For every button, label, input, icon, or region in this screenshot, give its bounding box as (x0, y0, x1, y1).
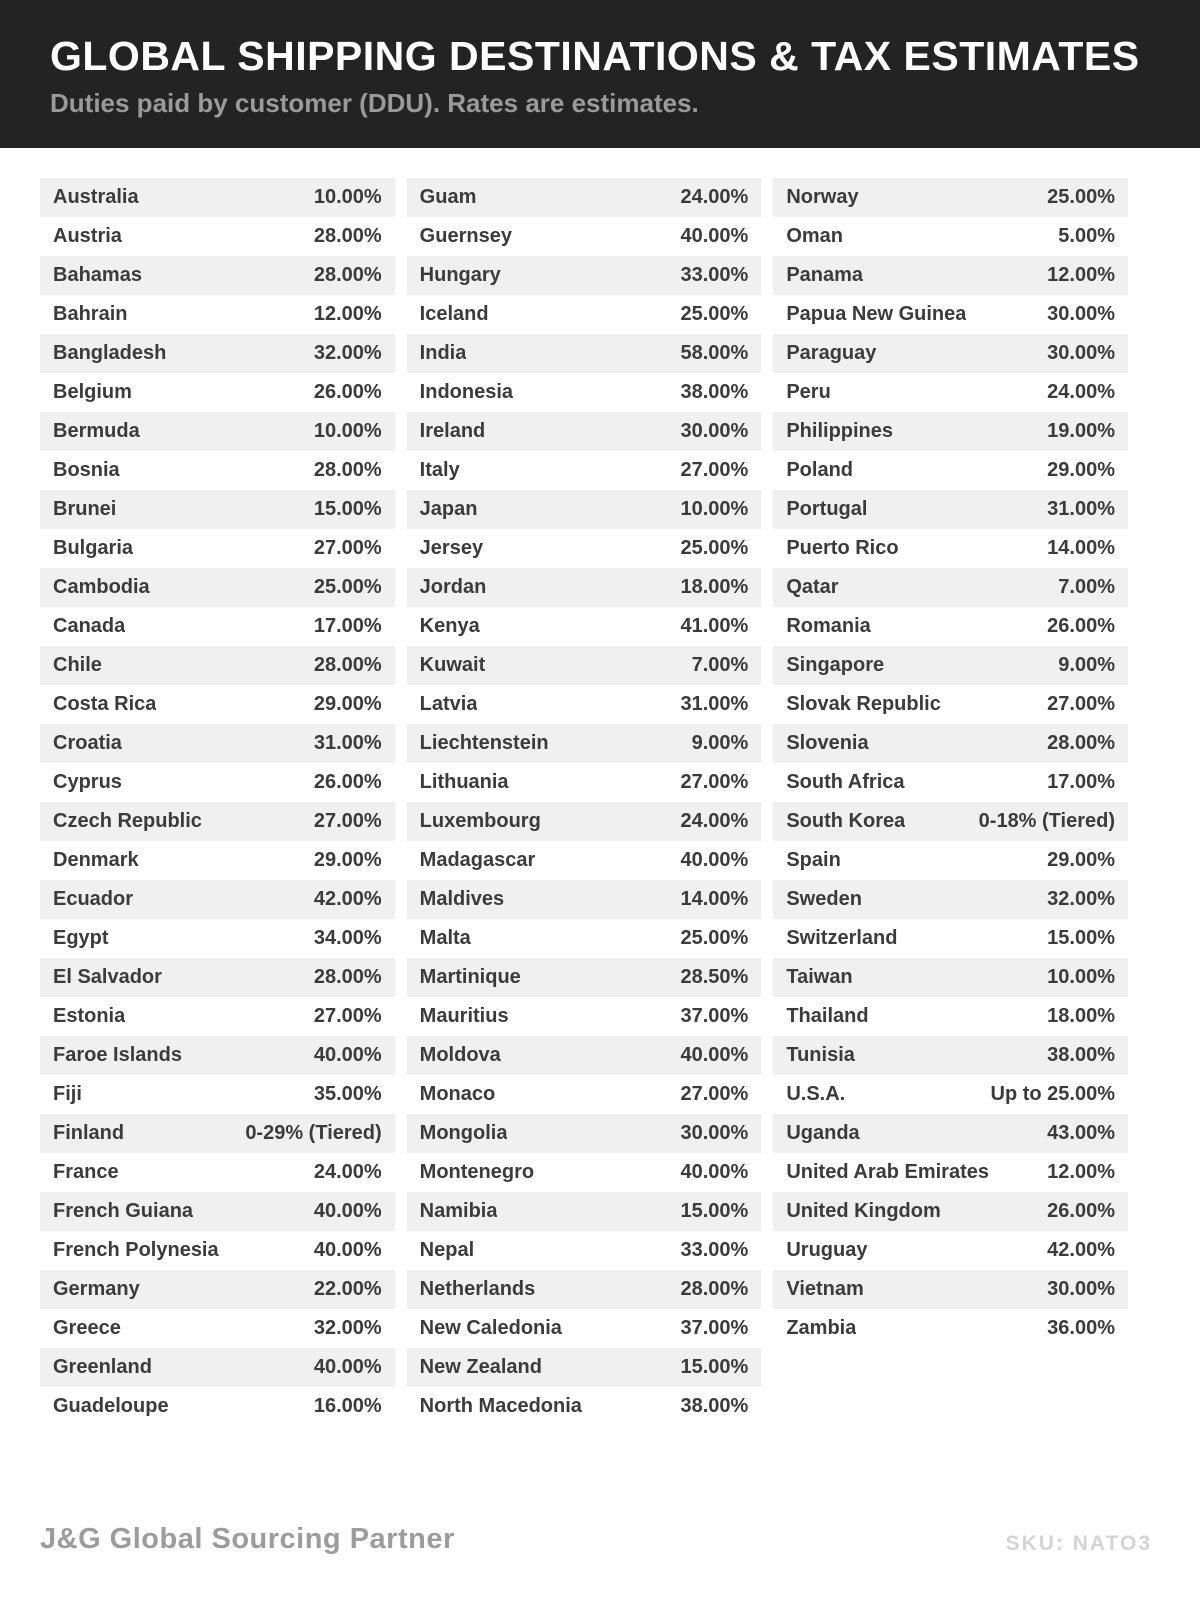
country-label: Norway (786, 186, 859, 208)
rate-value: 7.00% (1058, 576, 1116, 598)
table-row (773, 1036, 1128, 1075)
rate-value: 15.00% (313, 498, 382, 520)
table-row (40, 685, 395, 724)
rate-value: 27.00% (680, 1083, 749, 1105)
country-label: Guernsey (419, 225, 512, 247)
table-row (407, 607, 762, 646)
table-row (40, 1075, 395, 1114)
country-label: Uruguay (786, 1239, 868, 1261)
table-row (773, 373, 1128, 412)
rate-value: 30.00% (680, 420, 749, 442)
table-row (40, 490, 395, 529)
rate-value: 28.00% (1047, 732, 1116, 754)
country-label: Zambia (786, 1317, 857, 1339)
table-row (773, 958, 1128, 997)
rate-value: 18.00% (1047, 1005, 1116, 1027)
table-row (407, 802, 762, 841)
rate-value: 19.00% (1047, 420, 1116, 442)
country-label: U.S.A. (786, 1083, 846, 1105)
rate-value: 28.00% (313, 459, 382, 481)
page-header (0, 0, 1200, 148)
table-row (773, 997, 1128, 1036)
rate-value: 36.00% (1047, 1317, 1116, 1339)
country-label: Egypt (53, 927, 109, 949)
rate-value: 33.00% (680, 1239, 749, 1261)
table-row (407, 724, 762, 763)
table-row (773, 1192, 1128, 1231)
rate-value: 42.00% (313, 888, 382, 910)
country-label: Bahamas (53, 264, 142, 286)
table-row (40, 958, 395, 997)
table-row (407, 373, 762, 412)
rate-value: 27.00% (680, 771, 749, 793)
country-label: Mauritius (419, 1005, 509, 1027)
page-footer (40, 1523, 1152, 1556)
country-label: Netherlands (419, 1278, 536, 1300)
table-row (407, 1153, 762, 1192)
rate-value: 40.00% (680, 1161, 749, 1183)
rate-tables (0, 148, 1200, 1426)
country-label: Australia (53, 186, 139, 208)
rate-value: 31.00% (313, 732, 382, 754)
table-row (407, 490, 762, 529)
country-label: Jersey (419, 537, 484, 559)
country-label: South Korea (786, 810, 906, 832)
rate-value: 14.00% (680, 888, 749, 910)
table-row (773, 685, 1128, 724)
rate-value: 40.00% (680, 1044, 749, 1066)
table-row (40, 217, 395, 256)
rate-value: 30.00% (680, 1122, 749, 1144)
table-row (407, 646, 762, 685)
rate-value: 5.00% (1058, 225, 1116, 247)
table-row (40, 841, 395, 880)
table-row (407, 256, 762, 295)
country-label: Mongolia (419, 1122, 508, 1144)
rate-value: 27.00% (313, 537, 382, 559)
country-label: Jordan (419, 576, 487, 598)
country-label: Faroe Islands (53, 1044, 182, 1066)
country-label: Kuwait (419, 654, 486, 676)
rate-value: 30.00% (1047, 342, 1116, 364)
rate-value: 32.00% (313, 1317, 382, 1339)
table-row (773, 646, 1128, 685)
table-row (40, 373, 395, 412)
table-row (40, 334, 395, 373)
country-label: New Caledonia (419, 1317, 562, 1339)
country-label: Slovenia (786, 732, 869, 754)
country-label: Bermuda (53, 420, 140, 442)
table-row (773, 568, 1128, 607)
table-row (40, 256, 395, 295)
rate-value: 27.00% (1047, 693, 1116, 715)
country-label: Monaco (419, 1083, 496, 1105)
rate-table-column-3 (773, 178, 1128, 1348)
rate-value: 22.00% (313, 1278, 382, 1300)
table-row (773, 334, 1128, 373)
country-label: Estonia (53, 1005, 126, 1027)
rate-value: 34.00% (313, 927, 382, 949)
country-label: India (419, 342, 467, 364)
rate-value: 33.00% (680, 264, 749, 286)
table-row (407, 1114, 762, 1153)
rate-value: 28.00% (313, 264, 382, 286)
rate-table-column-1 (40, 178, 395, 1426)
country-label: Philippines (786, 420, 894, 442)
country-label: Bangladesh (53, 342, 167, 364)
country-label: Oman (786, 225, 844, 247)
rate-value: 7.00% (691, 654, 749, 676)
table-row (773, 1270, 1128, 1309)
country-label: Czech Republic (53, 810, 202, 832)
country-label: Cyprus (53, 771, 122, 793)
country-label: Nepal (419, 1239, 475, 1261)
country-label: North Macedonia (419, 1395, 582, 1417)
table-row (773, 1153, 1128, 1192)
table-row (773, 217, 1128, 256)
country-label: United Arab Emirates (786, 1161, 989, 1183)
table-row (407, 1270, 762, 1309)
table-row (773, 607, 1128, 646)
rate-value: 29.00% (1047, 849, 1116, 871)
country-label: Denmark (53, 849, 139, 871)
country-label: Indonesia (419, 381, 514, 403)
rate-value: 58.00% (680, 342, 749, 364)
table-row (773, 1114, 1128, 1153)
country-label: Qatar (786, 576, 839, 598)
country-label: Chile (53, 654, 102, 676)
country-label: Latvia (419, 693, 478, 715)
country-label: Spain (786, 849, 841, 871)
table-row (407, 529, 762, 568)
country-label: Austria (53, 225, 122, 247)
table-row (40, 1153, 395, 1192)
rate-value: 29.00% (1047, 459, 1116, 481)
rate-value: 25.00% (680, 927, 749, 949)
rate-value: 15.00% (680, 1200, 749, 1222)
rate-value: 40.00% (313, 1200, 382, 1222)
country-label: French Polynesia (53, 1239, 219, 1261)
rate-value: 30.00% (1047, 1278, 1116, 1300)
rate-value: 9.00% (691, 732, 749, 754)
table-row (773, 178, 1128, 217)
country-label: Hungary (419, 264, 501, 286)
rate-value: 40.00% (313, 1356, 382, 1378)
table-row (407, 334, 762, 373)
table-row (40, 295, 395, 334)
rate-value: 27.00% (313, 1005, 382, 1027)
rate-value: 24.00% (680, 810, 749, 832)
page-subtitle: Duties paid by customer (DDU). Rates are estimates. (50, 88, 699, 119)
country-label: Madagascar (419, 849, 536, 871)
country-label: Canada (53, 615, 126, 637)
rate-value: 27.00% (680, 459, 749, 481)
table-row (407, 412, 762, 451)
table-row (40, 763, 395, 802)
table-row (407, 958, 762, 997)
country-label: South Africa (786, 771, 905, 793)
rate-value: 15.00% (1047, 927, 1116, 949)
table-row (773, 295, 1128, 334)
country-label: Lithuania (419, 771, 509, 793)
rate-value: 38.00% (1047, 1044, 1116, 1066)
table-row (40, 451, 395, 490)
rate-value: 28.00% (680, 1278, 749, 1300)
rate-value: 27.00% (313, 810, 382, 832)
rate-value: 12.00% (313, 303, 382, 325)
table-row (40, 1270, 395, 1309)
country-label: Taiwan (786, 966, 853, 988)
table-row (407, 178, 762, 217)
country-label: Guam (419, 186, 477, 208)
country-label: United Kingdom (786, 1200, 941, 1222)
rate-value: 25.00% (313, 576, 382, 598)
country-label: Romania (786, 615, 871, 637)
table-row (407, 1036, 762, 1075)
country-label: Brunei (53, 498, 117, 520)
rate-value: 31.00% (680, 693, 749, 715)
country-label: Cambodia (53, 576, 150, 598)
table-row (40, 802, 395, 841)
country-label: Maldives (419, 888, 505, 910)
country-label: El Salvador (53, 966, 162, 988)
country-label: Bosnia (53, 459, 120, 481)
rate-value: 37.00% (680, 1005, 749, 1027)
rate-value: 43.00% (1047, 1122, 1116, 1144)
table-row (407, 1192, 762, 1231)
rate-value: 0-29% (Tiered) (245, 1122, 382, 1144)
table-row (407, 568, 762, 607)
table-row (407, 1348, 762, 1387)
country-label: Kenya (419, 615, 480, 637)
country-label: Bulgaria (53, 537, 134, 559)
table-row (407, 1231, 762, 1270)
rate-value: 12.00% (1047, 1161, 1116, 1183)
country-label: Switzerland (786, 927, 898, 949)
table-row (40, 919, 395, 958)
table-row (407, 295, 762, 334)
country-label: Costa Rica (53, 693, 157, 715)
rate-value: 24.00% (1047, 381, 1116, 403)
country-label: Bahrain (53, 303, 128, 325)
country-label: Namibia (419, 1200, 498, 1222)
rate-value: 24.00% (680, 186, 749, 208)
rate-value: 40.00% (313, 1239, 382, 1261)
table-row (773, 1309, 1128, 1348)
table-row (773, 841, 1128, 880)
country-label: Slovak Republic (786, 693, 941, 715)
table-row (407, 997, 762, 1036)
rate-value: 37.00% (680, 1317, 749, 1339)
country-label: Germany (53, 1278, 140, 1300)
country-label: Portugal (786, 498, 868, 520)
country-label: Japan (419, 498, 478, 520)
table-row (40, 997, 395, 1036)
table-row (407, 217, 762, 256)
table-row (40, 568, 395, 607)
rate-value: 14.00% (1047, 537, 1116, 559)
rate-value: 10.00% (1047, 966, 1116, 988)
rate-value: 38.00% (680, 381, 749, 403)
table-row (40, 1231, 395, 1270)
table-row (40, 1387, 395, 1426)
rate-value: 17.00% (313, 615, 382, 637)
rate-value: 24.00% (313, 1161, 382, 1183)
table-row (773, 1231, 1128, 1270)
rate-value: 30.00% (1047, 303, 1116, 325)
table-row (40, 1348, 395, 1387)
table-row (40, 178, 395, 217)
country-label: Malta (419, 927, 471, 949)
rate-value: 18.00% (680, 576, 749, 598)
rate-value: 26.00% (1047, 1200, 1116, 1222)
rate-value: 32.00% (1047, 888, 1116, 910)
table-row (40, 646, 395, 685)
country-label: Vietnam (786, 1278, 864, 1300)
rate-value: 25.00% (1047, 186, 1116, 208)
country-label: Poland (786, 459, 854, 481)
country-label: Panama (786, 264, 864, 286)
rate-value: 28.00% (313, 225, 382, 247)
table-row (407, 685, 762, 724)
rate-value: 38.00% (680, 1395, 749, 1417)
rate-value: 17.00% (1047, 771, 1116, 793)
table-row (407, 763, 762, 802)
rate-value: 28.00% (313, 966, 382, 988)
rate-value: 42.00% (1047, 1239, 1116, 1261)
country-label: Liechtenstein (419, 732, 549, 754)
rate-value: 26.00% (313, 771, 382, 793)
table-row (40, 1309, 395, 1348)
country-label: Greece (53, 1317, 121, 1339)
rate-value: 28.50% (680, 966, 749, 988)
rate-value: 31.00% (1047, 498, 1116, 520)
country-label: Moldova (419, 1044, 501, 1066)
table-row (407, 1387, 762, 1426)
brand-name: J&G Global Sourcing Partner (40, 1523, 455, 1555)
rate-value: 32.00% (313, 342, 382, 364)
country-label: Peru (786, 381, 831, 403)
rate-value: 29.00% (313, 693, 382, 715)
country-label: Finland (53, 1122, 125, 1144)
country-label: Ecuador (53, 888, 134, 910)
country-label: France (53, 1161, 119, 1183)
table-row (773, 880, 1128, 919)
country-label: Italy (419, 459, 460, 481)
country-label: Guadeloupe (53, 1395, 169, 1417)
table-row (773, 1075, 1128, 1114)
country-label: Iceland (419, 303, 489, 325)
table-row (40, 1192, 395, 1231)
rate-value: 10.00% (313, 420, 382, 442)
rate-value: 15.00% (680, 1356, 749, 1378)
table-row (407, 841, 762, 880)
table-row (40, 724, 395, 763)
rate-value: 10.00% (680, 498, 749, 520)
table-row (407, 451, 762, 490)
sku-label: SKU: NATO3 (1005, 1532, 1152, 1555)
country-label: Greenland (53, 1356, 152, 1378)
rate-value: 40.00% (313, 1044, 382, 1066)
table-row (773, 451, 1128, 490)
rate-value: 40.00% (680, 225, 749, 247)
country-label: Tunisia (786, 1044, 855, 1066)
table-row (773, 802, 1128, 841)
table-row (407, 880, 762, 919)
rate-value: 41.00% (680, 615, 749, 637)
rate-value: 12.00% (1047, 264, 1116, 286)
country-label: New Zealand (419, 1356, 542, 1378)
table-row (40, 1036, 395, 1075)
country-label: Luxembourg (419, 810, 541, 832)
country-label: Puerto Rico (786, 537, 899, 559)
table-row (773, 529, 1128, 568)
rate-value: 9.00% (1058, 654, 1116, 676)
rate-value: 25.00% (680, 537, 749, 559)
table-row (773, 919, 1128, 958)
rate-value: 29.00% (313, 849, 382, 871)
country-label: Singapore (786, 654, 885, 676)
rate-value: 16.00% (313, 1395, 382, 1417)
rate-value: 10.00% (313, 186, 382, 208)
table-row (773, 256, 1128, 295)
country-label: Paraguay (786, 342, 877, 364)
page-title: GLOBAL SHIPPING DESTINATIONS & TAX ESTIMATES (50, 33, 1140, 79)
country-label: Montenegro (419, 1161, 535, 1183)
rate-value: 0-18% (Tiered) (978, 810, 1116, 832)
table-row (407, 1075, 762, 1114)
table-row (40, 607, 395, 646)
country-label: French Guiana (53, 1200, 194, 1222)
country-label: Ireland (419, 420, 486, 442)
country-label: Belgium (53, 381, 132, 403)
rate-table-column-2 (407, 178, 762, 1426)
table-row (773, 763, 1128, 802)
rate-value: 25.00% (680, 303, 749, 325)
rate-value: 28.00% (313, 654, 382, 676)
table-row (40, 1114, 395, 1153)
country-label: Martinique (419, 966, 521, 988)
country-label: Sweden (786, 888, 862, 910)
rate-value: Up to 25.00% (990, 1083, 1116, 1105)
country-label: Papua New Guinea (786, 303, 967, 325)
country-label: Thailand (786, 1005, 869, 1027)
rate-value: 26.00% (1047, 615, 1116, 637)
country-label: Croatia (53, 732, 122, 754)
table-row (40, 529, 395, 568)
rate-value: 40.00% (680, 849, 749, 871)
table-row (40, 412, 395, 451)
table-row (773, 412, 1128, 451)
rate-value: 26.00% (313, 381, 382, 403)
table-row (773, 724, 1128, 763)
table-row (407, 919, 762, 958)
country-label: Fiji (53, 1083, 82, 1105)
table-row (773, 490, 1128, 529)
table-row (407, 1309, 762, 1348)
country-label: Uganda (786, 1122, 860, 1144)
rate-value: 35.00% (313, 1083, 382, 1105)
table-row (40, 880, 395, 919)
